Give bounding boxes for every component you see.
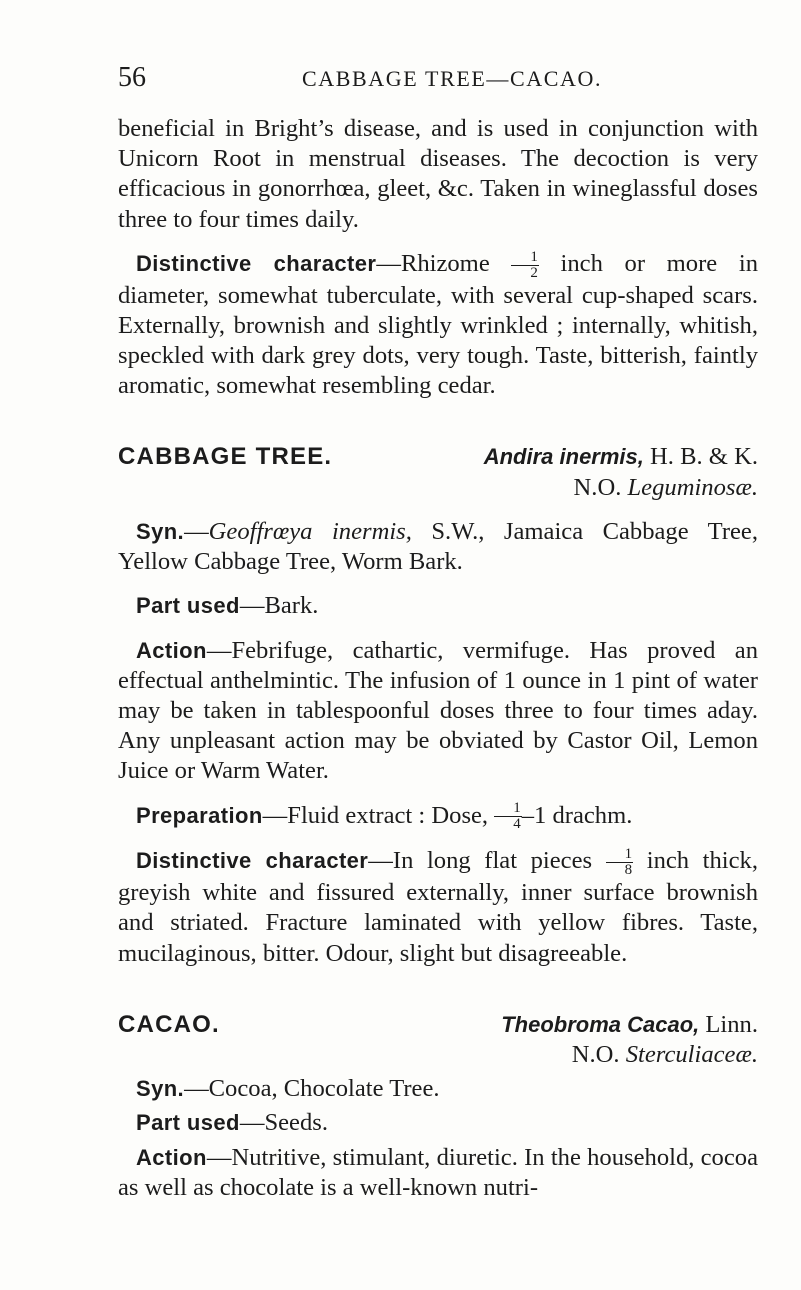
natural-order: N.O. Sterculiaceæ. [571, 1041, 758, 1069]
synonyms: Syn.—Geoffrœya inermis, S.W., Jamaica Cabbage Tree, Yellow Cabbage Tree, Worm Bark. [118, 517, 758, 576]
action: Action—Febrifuge, cathartic, vermifuge. Has proved an effectual anthelmintic. The infusion of 1 ounce in 1 pint of water may be taken in tablespoonful doses three to four times aday. Any unpleasant action may be obviated by Castor Oil, Lemon Juice or Warm Water. [118, 636, 758, 785]
paragraph-continuation: beneficial in Bright’s disease, and is used in conjunction with Unicorn Root in menstrual diseases. The decoction is very efficacious in gonorrhœa, gleet, &c. Taken in wineglassful doses three to four times daily. [118, 115, 758, 233]
distinctive-character-bark: Distinctive character—In long flat pieces $\frac{1}{8}$ inch thick, greyish white and fissured externally, inner surface brownish and striated. Fracture laminated with yellow fibres. Taste, mucilaginous, bitter. Odour, slight but disagreeable. [118, 846, 758, 967]
entry-title-cacao: CACAO. [118, 1010, 220, 1038]
action: Action—Nutritive, stimulant, diuretic. In the household, cocoa as well as chocolate is a well-known nutri- [118, 1143, 758, 1201]
synonyms: Syn.—Cocoa, Chocolate Tree. [136, 1075, 440, 1103]
cabbage-tree-title-line [118, 442, 758, 472]
fraction-eighth: $\frac{1}{8}$ [606, 847, 634, 878]
entry-title-cabbage-tree: CABBAGE TREE. [118, 443, 333, 471]
body-text [118, 114, 758, 1203]
cacao-title-line [118, 1010, 758, 1040]
part-used: Part used—Bark. [136, 592, 319, 620]
running-title: CABBAGE TREE—CACAO. [302, 66, 603, 91]
fraction-half: $\frac{1}{2}$ [511, 250, 539, 281]
fraction-quarter: $\frac{1}{4}$ [494, 801, 522, 832]
botanical-name: Theobroma Cacao, Linn. [501, 1010, 758, 1038]
paragraph-heading: Distinctive character [136, 250, 377, 276]
preparation: Preparation—Fluid extract : Dose, $\frac{1}{4}$ –1 drachm. [136, 800, 633, 833]
distinctive-character-rhizome: Distinctive character—Rhizome $\frac{1}{2}$ inch or more in diameter, somewhat tuberculate, with several cup-shaped scars. Externally, brownish and slightly wrinkled ; internally, whitish, speckled with dark grey dots, very tough. Taste, bitterish, faintly aromatic, somewhat resembling cedar. [118, 248, 758, 400]
page-header [118, 62, 758, 102]
botanical-name: Andira inermis, H. B. & K. [483, 443, 758, 471]
page-number: 56 [118, 62, 146, 93]
part-used: Part used—Seeds. [136, 1109, 328, 1137]
natural-order: N.O. Leguminosæ. [573, 473, 758, 501]
